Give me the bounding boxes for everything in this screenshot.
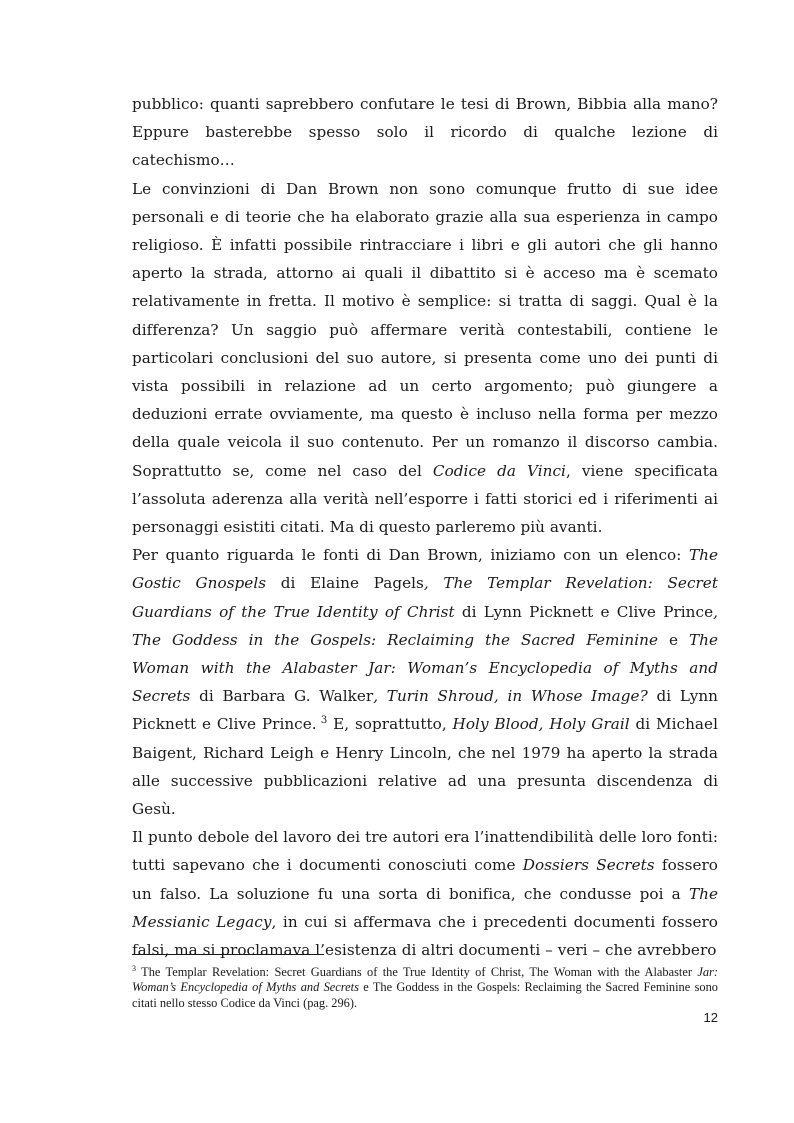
italic-title: The Woman with the Alabaster Jar: Woman’s Encyclopedia of Myths and Secrets: [132, 630, 719, 706]
paragraph: [132, 541, 718, 823]
italic-title: The Gostic Gnospels: [132, 546, 718, 593]
italic-title: , The Goddess in the Gospels: Reclaiming the Sacred Feminine: [132, 602, 718, 649]
paragraph: [132, 823, 718, 964]
text-run: e: [658, 630, 689, 649]
body-text: [132, 90, 718, 964]
text-run: Per quanto riguarda le fonti di Dan Brown, iniziamo con un elenco:: [132, 546, 689, 565]
paragraph: [132, 90, 718, 175]
text-run: fossero un falso. La soluzione fu una sorta di bonifica, che condusse poi a: [132, 856, 718, 903]
footnote-reference: 3: [316, 715, 328, 727]
text-run: di Barbara G. Walker: [190, 687, 374, 706]
footnote-marker: 3: [132, 964, 136, 973]
text-run: di Lynn Picknett e Clive Prince.: [132, 687, 718, 734]
paragraph: [132, 175, 718, 542]
text-run: Il punto debole del lavoro dei tre autori era l’inattendibilità delle loro fonti: tutti sapevano che i documenti conosciuti come: [132, 828, 718, 875]
italic-title: , The Templar Revelation: Secret Guardians of the True Identity of Christ: [132, 574, 719, 621]
text-run: di Lynn Picknett e Clive Prince: [454, 602, 714, 621]
text-run: , viene specificata l’assoluta aderenza alla verità nell’esporre i fatti storici ed i riferimenti ai personaggi esistiti citati. Ma di questo parleremo più avanti.: [132, 461, 718, 537]
text-run: Le convinzioni di Dan Brown non sono comunque frutto di sue idee personali e di teorie che ha elaborato grazie alla sua esperienza in campo religioso. È infatti possibile rintracciare i libri e gli autori che gli hanno aperto la strada, attorno ai quali il dibattito si è acceso ma è scemato relativamente in fretta. Il motivo è semplice: si tratta di saggi. Qual è la differenza? Un saggio può affermare verità contestabili, contiene le particolari conclusioni del suo autore, si presenta come uno dei punti di vista possibili in relazione ad un certo argomento; può giungere a deduzioni errate ovviamente, ma questo è incluso nella forma per mezzo della quale veicola il suo contenuto. Per un romanzo il discorso cambia. Soprattutto se, come nel caso del: [132, 179, 718, 480]
italic-title: Holy Blood, Holy Grail: [452, 715, 630, 734]
text-run: , in cui si affermava che i precedenti documenti fossero falsi, ma si proclamava l’esistenza di altri documenti – veri – che avrebbero: [132, 912, 718, 960]
footnote: [132, 961, 718, 1011]
text-run: E, soprattutto,: [327, 715, 453, 734]
footnote-text: [132, 965, 718, 1009]
text-run: The Templar Revelation: Secret Guardians of the True Identity of Christ, The Woman with the Alabaster: [136, 965, 698, 980]
page-number: 12: [703, 1010, 718, 1025]
italic-title: Jar: Woman’s Encyclopedia of Myths and Secrets: [132, 965, 718, 995]
italic-title: , Turin Shroud, in Whose Image?: [373, 687, 648, 706]
text-run: e The Goddess in the Gospels: Reclaiming the Sacred Feminine sono citati nello stesso Codice da Vinci (pag. 296).: [132, 980, 718, 1010]
text-run: di Michael Baigent, Richard Leigh e Henry Lincoln, che nel 1979 ha aperto la strada alle successive pubblicazioni relative ad una presunta discendenza di Gesù.: [132, 715, 718, 819]
text-run: pubblico: quanti saprebbero confutare le tesi di Brown, Bibbia alla mano? Eppure basterebbe spesso solo il ricordo di qualche lezione di catechismo…: [132, 95, 718, 170]
text-run: di Elaine Pagels: [266, 574, 424, 593]
italic-title: Codice da Vinci: [432, 461, 566, 480]
italic-title: Dossiers Secrets: [522, 856, 655, 875]
footnote-separator: [132, 954, 324, 955]
italic-title: The Messianic Legacy: [132, 884, 718, 931]
